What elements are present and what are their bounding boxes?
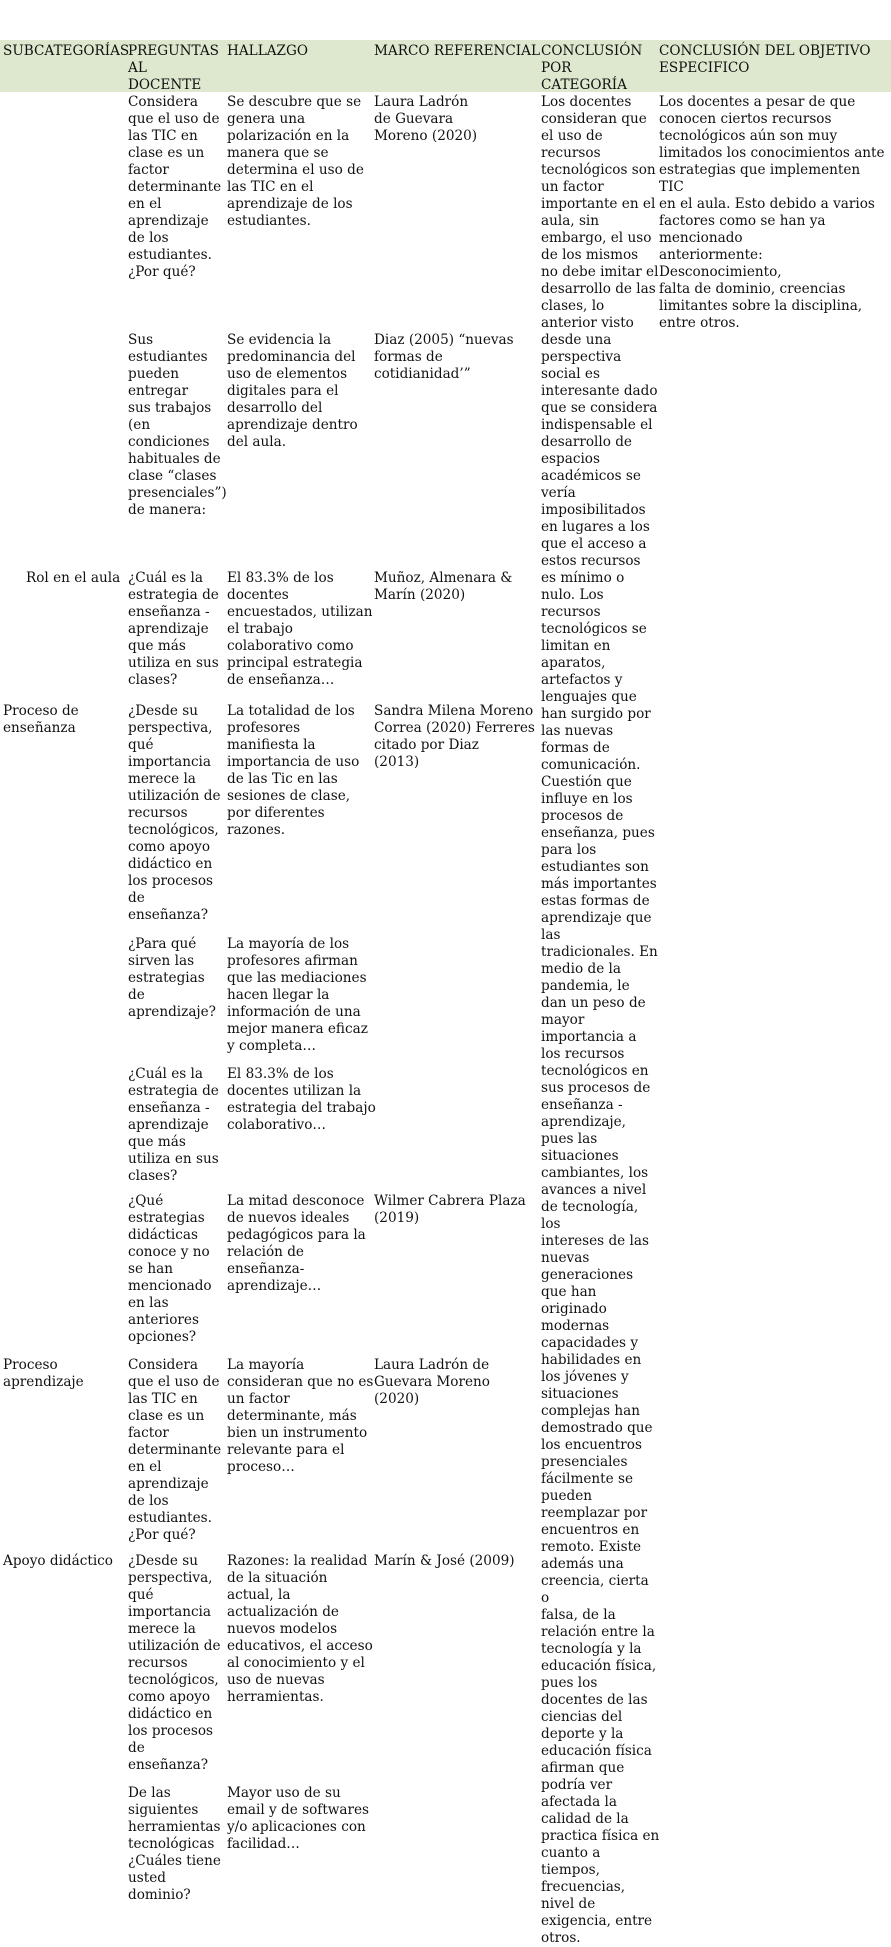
table-cell-pregunta: ¿Desde su perspectiva, qué importancia merece la utilización de recursos tecnológicos, como apoyo didáctico en los procesos de enseñanza?	[128, 1553, 221, 1773]
header-hallazgo: HALLAZGO	[227, 43, 308, 59]
header-conclusion-categoria: CONCLUSIÓN POR CATEGORÍA	[541, 43, 643, 93]
header-preguntas: PREGUNTAS AL DOCENTE	[128, 43, 219, 93]
subcategory-apoyo-didactico: Apoyo didáctico	[3, 1553, 113, 1569]
table-cell-hallazgo: Se descubre que se genera una polarización en la manera que se determina el uso de las TIC en el aprendizaje de los estudiantes.	[227, 94, 364, 229]
table-cell-hallazgo: La mitad desconoce de nuevos ideales pedagógicos para la relación de enseñanza- aprendizaje…	[227, 1193, 366, 1294]
table-cell-marco: Sandra Milena Moreno Correa (2020) Ferreres citado por Diaz (2013)	[374, 703, 535, 770]
table-cell-pregunta: Considera que el uso de las TIC en clase es un factor determinante en el aprendizaje de los estudiantes. ¿Por qué?	[128, 1357, 222, 1543]
table-cell-pregunta: ¿Qué estrategias didácticas conoce y no se han mencionado en las anteriores opciones?	[128, 1193, 212, 1345]
table-cell-hallazgo: El 83.3% de los docentes utilizan la estrategia del trabajo colaborativo…	[227, 1066, 376, 1133]
subcategory-proceso-aprendizaje: Proceso aprendizaje	[3, 1357, 84, 1390]
header-subcategorias: SUBCATEGORÍAS	[3, 43, 130, 59]
table-cell-hallazgo: La mayoría de los profesores afirman que las mediaciones hacen llegar la información de una mejor manera eficaz y completa…	[227, 936, 368, 1054]
header-conclusion-objetivo: CONCLUSIÓN DEL OBJETIVO ESPECIFICO	[659, 43, 871, 76]
table-cell-marco: Muñoz, Almenara & Marín (2020)	[374, 570, 513, 603]
table-cell-pregunta: ¿Cuál es la estrategia de enseñanza - aprendizaje que más utiliza en sus clases?	[128, 1066, 219, 1184]
table-cell-marco: Laura Ladrón de Guevara Moreno (2020)	[374, 94, 478, 144]
table-cell-marco: Wilmer Cabrera Plaza (2019)	[374, 1193, 526, 1226]
table-cell-hallazgo: La totalidad de los profesores manifiesta la importancia de uso de las Tic en las sesiones de clase, por diferentes razones.	[227, 703, 360, 838]
header-marco-referencial: MARCO REFERENCIAL	[374, 43, 541, 59]
table-cell-marco: Marín & José (2009)	[374, 1553, 515, 1569]
conclusion-objetivo-especifico: Los docentes a pesar de que conocen ciertos recursos tecnológicos aún son muy limitados los conocimientos ante estrategias que implementen TIC en el aula. Esto debido a varios factores como se han ya mencionado anteriormente: Desconocimiento, falta de dominio, creencias limitantes sobre la disciplina, entre otros.	[659, 94, 885, 331]
table-cell-pregunta: Considera que el uso de las TIC en clase es un factor determinante en el aprendizaje de los estudiantes. ¿Por qué?	[128, 94, 222, 280]
table-cell-hallazgo: Mayor uso de su email y de softwares y/o aplicaciones con facilidad…	[227, 1785, 370, 1852]
table-cell-pregunta: ¿Desde su perspectiva, qué importancia merece la utilización de recursos tecnológicos, como apoyo didáctico en los procesos de enseñanza?	[128, 703, 221, 923]
subcategory-proceso-ensenanza: Proceso de enseñanza	[3, 703, 79, 736]
table-cell-hallazgo: Se evidencia la predominancia del uso de elementos digitales para el desarrollo del aprendizaje dentro del aula.	[227, 332, 358, 450]
table-cell-pregunta: ¿Cuál es la estrategia de enseñanza - aprendizaje que más utiliza en sus clases?	[128, 570, 219, 688]
table-cell-hallazgo: El 83.3% de los docentes encuestados, utilizan el trabajo colaborativo como principal estrategia de enseñanza…	[227, 570, 373, 688]
table-cell-hallazgo: La mayoría consideran que no es un factor determinante, más bien un instrumento relevante para el proceso…	[227, 1357, 374, 1475]
table-cell-marco: Diaz (2005) “nuevas formas de cotidianidad’”	[374, 332, 514, 382]
table-cell-marco: Laura Ladrón de Guevara Moreno (2020)	[374, 1357, 490, 1407]
subcategory-rol-en-el-aula: Rol en el aula	[26, 570, 121, 586]
conclusion-por-categoria: Los docentes consideran que el uso de recursos tecnológicos son un factor importante en el aula, sin embargo, el uso de los mismos no debe imitar el desarrollo de las clases, lo anterior visto desde una perspectiva social es interesante dado que se considera indispensable el desarrollo de espacios académicos se vería imposibilitados en lugares a los que el acceso a estos recursos es mínimo o nulo. Los recursos tecnológicos se limitan en aparatos, artefactos y lenguajes que han surgido por las nuevas formas de comunicación. Cuestión que influye en los procesos de enseñanza, pues para los estudiantes son más importantes estas formas de aprendizaje que las tradicionales. En medio de la pandemia, le dan un peso de mayor importancia a los recursos tecnológicos en sus procesos de enseñanza - aprendizaje, pues las situaciones cambiantes, los avances a nivel de tecnología, los intereses de las nuevas generaciones que han originado modernas capacidades y habilidades en los jóvenes y situaciones complejas han demostrado que los encuentros presenciales fácilmente se pueden reemplazar por encuentros en remoto. Existe además una creencia, cierta o falsa, de la relación entre la tecnología y la educación física, pues los docentes de las ciencias del deporte y la educación física afirman que podría ver afectada la calidad de la practica física en cuanto a tiempos, frecuencias, nivel de exigencia, entre otros.	[541, 94, 660, 1946]
table-cell-pregunta: Sus estudiantes pueden entregar sus trabajos (en condiciones habituales de clase “clases presenciales”) de manera:	[128, 332, 227, 518]
table-cell-pregunta: De las siguientes herramientas tecnológicas ¿Cuáles tiene usted dominio?	[128, 1785, 221, 1903]
table-cell-pregunta: ¿Para qué sirven las estrategias de aprendizaje?	[128, 936, 216, 1020]
table-cell-hallazgo: Razones: la realidad de la situación actual, la actualización de nuevos modelos educativos, el acceso al conocimiento y el uso de nuevas herramientas.	[227, 1553, 373, 1705]
